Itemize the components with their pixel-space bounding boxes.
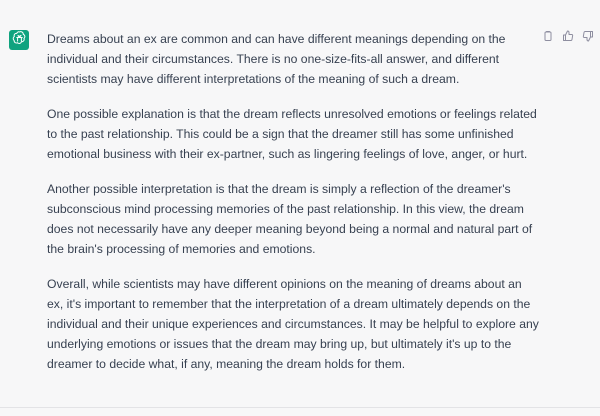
openai-logo-icon bbox=[12, 30, 27, 50]
copy-button[interactable] bbox=[542, 31, 554, 45]
assistant-message bbox=[47, 29, 539, 389]
assistant-avatar bbox=[9, 30, 29, 50]
clipboard-icon bbox=[542, 29, 554, 47]
thumbs-down-icon bbox=[582, 29, 594, 47]
thumbs-down-button[interactable] bbox=[582, 31, 594, 45]
message-paragraph-1: Dreams about an ex are common and can have different meanings depending on the individual and their circumstances. There is no one-size-fits-all answer, and different scientists may have different interpretations of the meaning of such a dream. bbox=[47, 32, 506, 86]
thumbs-up-icon bbox=[562, 29, 574, 47]
thumbs-up-button[interactable] bbox=[562, 31, 574, 45]
message-paragraph-2: One possible explanation is that the dream reflects unresolved emotions or feelings related to the past relationship. This could be a sign that the dreamer still has some unfinished emotional business with their ex-partner, such as lingering feelings of love, anger, or hurt. bbox=[47, 107, 537, 161]
divider bbox=[0, 407, 600, 408]
message-paragraph-3: Another possible interpretation is that the dream is simply a reflection of the dreamer's subconscious mind processing memories of the past relationship. In this view, the dream does not necessarily have any deeper meaning beyond being a normal and natural part of the brain's processing of memories and emotions. bbox=[47, 182, 533, 256]
message-paragraph-4: Overall, while scientists may have different opinions on the meaning of dreams about an ex, it's important to remember that the interpretation of a dream ultimately depends on the individual and their unique experiences and circumstances. It may be helpful to explore any underlying emotions or issues that the dream may bring up, but ultimately it's up to the dreamer to decide what, if any, meaning the dream holds for them. bbox=[47, 277, 539, 371]
message-actions bbox=[542, 31, 594, 45]
